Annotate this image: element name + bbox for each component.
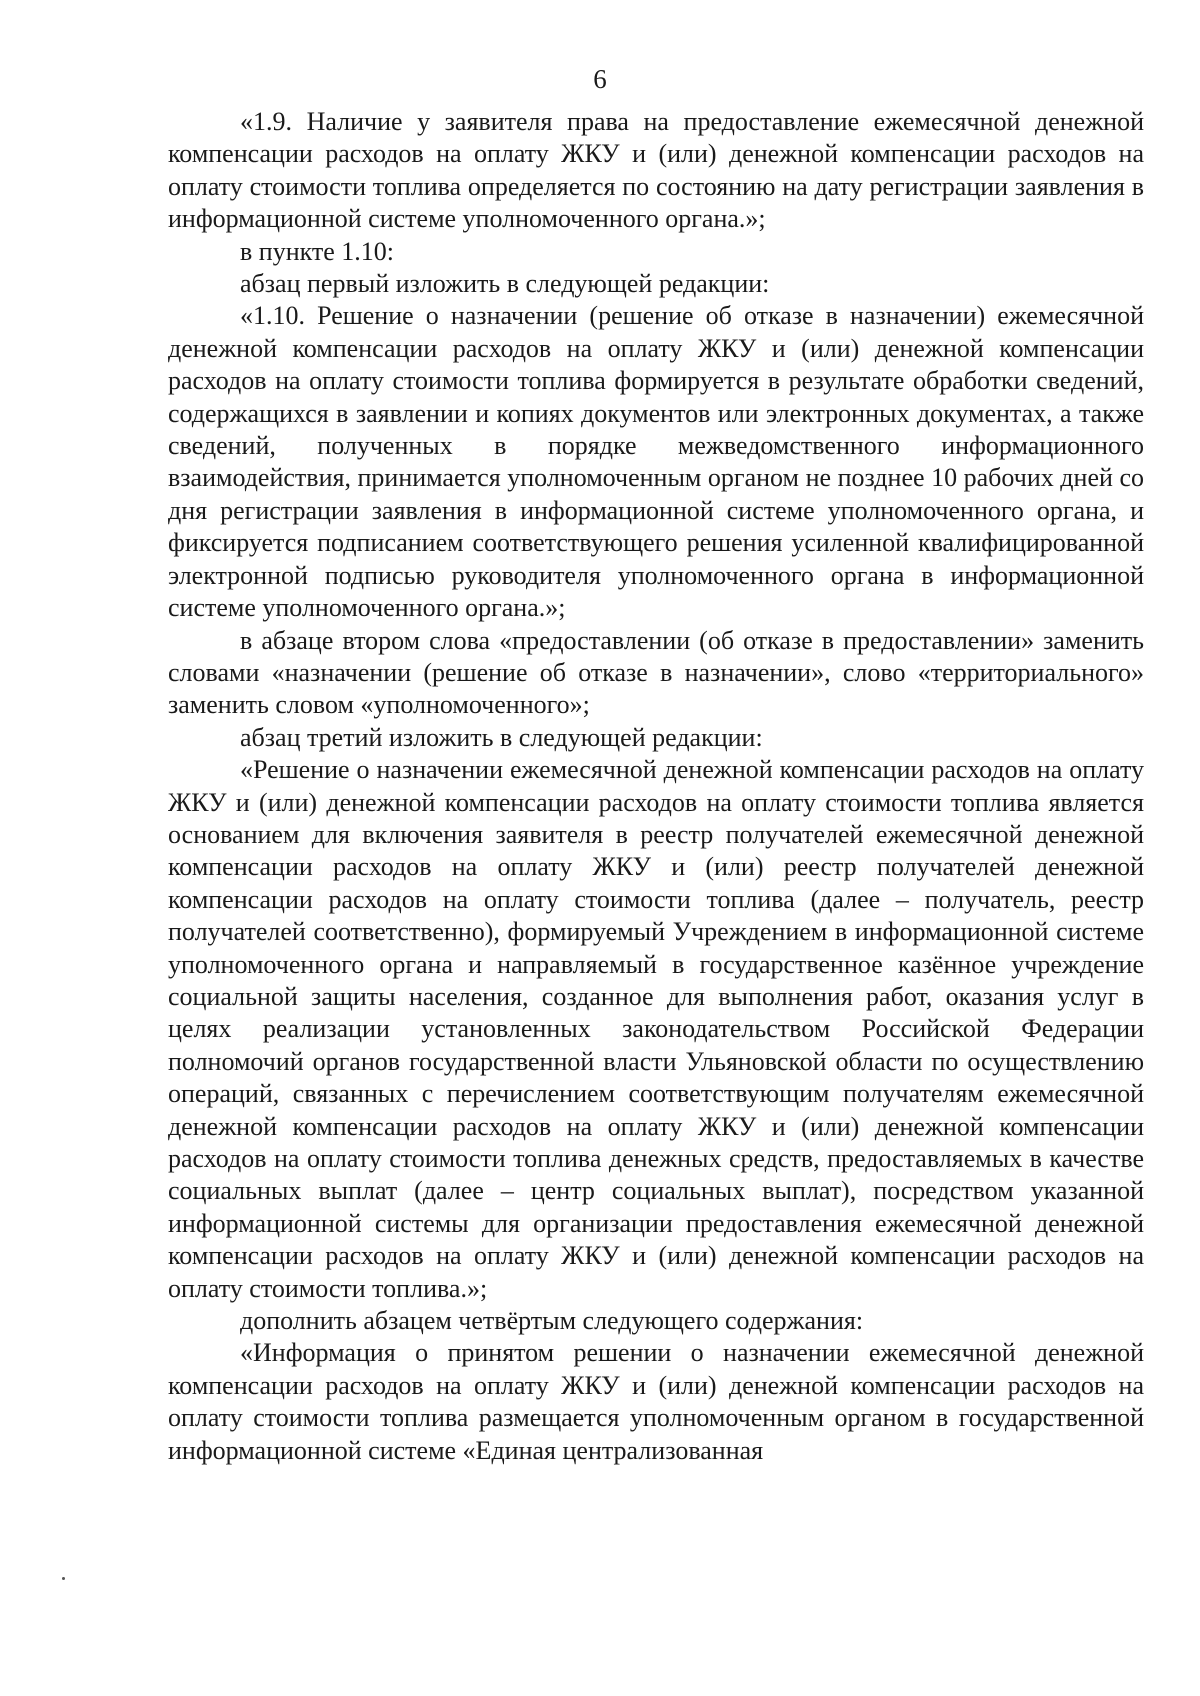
paragraph-third-abzac: «Решение о назначении ежемесячной денежной компенсации расходов на оплату ЖКУ и (или) денежной компенсации расходов на оплату стоимости топлива является основанием для включения заявителя в реестр получателей ежемесячной денежной компенсации расходов на оплату ЖКУ и (или) реестр получателей денежной компенсации расходов на оплату стоимости топлива (далее – получатель, реестр получателей соответственно), формируемый Учреждением в информационной системе уполномоченного органа и направляемый в государственное казённое учреждение социальной защиты населения, созданное для выполнения работ, оказания услуг в целях реализации установленных законодательством Российской Федерации полномочий органов государственной власти Ульяновской области по осуществлению операций, связанных с перечислением соответствующим получателям ежемесячной денежной компенсации расходов на оплату ЖКУ и (или) денежной компенсации расходов на оплату стоимости топлива денежных средств, предоставляемых в качестве социальных выплат (далее – центр социальных выплат), посредством указанной информационной системы для организации предоставления ежемесячной денежной компенсации расходов на оплату ЖКУ и (или) денежной компенсации расходов на оплату стоимости топлива.»; [168, 755, 1144, 1303]
scan-speck [62, 1577, 65, 1580]
document-body [168, 106, 1144, 1467]
paragraph-point-1-10: в пункте 1.10: [240, 236, 395, 266]
paragraph-1-10: «1.10. Решение о назначении (решение об отказе в назначении) ежемесячной денежной компенсации расходов на оплату ЖКУ и (или) денежной компенсации расходов на оплату стоимости топлива формируется в результате обработки сведений, содержащихся в заявлении и копиях документов или электронных документах, а также сведений, полученных в порядке межведомственного информационного взаимодействия, принимается уполномоченным органом не позднее 10 рабочих дней со дня регистрации заявления в информационной системе уполномоченного органа, и фиксируется подписанием соответствующего решения усиленной квалифицированной электронной подписью руководителя уполномоченного органа в информационной системе уполномоченного органа.»; [168, 301, 1144, 623]
paragraph-1-9: «1.9. Наличие у заявителя права на предоставление ежемесячной денежной компенсации расходов на оплату ЖКУ и (или) денежной компенсации расходов на оплату стоимости топлива определяется по состоянию на дату регистрации заявления в информационной системе уполномоченного органа.»; [168, 107, 1144, 234]
paragraph-fourth-abzac: «Информация о принятом решении о назначении ежемесячной денежной компенсации расходов на оплату ЖКУ и (или) денежной компенсации расходов на оплату стоимости топлива размещается уполномоченным органом в государственной информационной системе «Единая централизованная [168, 1338, 1144, 1465]
paragraph-fourth-abzac-intro: дополнить абзацем четвёртым следующего содержания: [240, 1306, 864, 1336]
paragraph-third-abzac-intro: абзац третий изложить в следующей редакции: [240, 722, 763, 752]
paragraph-second-abzac: в абзаце втором слова «предоставлении (об отказе в предоставлении» заменить словами «назначении (решение об отказе в назначении», слово «территориального» заменить словом «уполномоченного»; [168, 625, 1144, 720]
paragraph-first-abzac: абзац первый изложить в следующей редакции: [240, 269, 770, 299]
page-number: 6 [593, 64, 607, 94]
